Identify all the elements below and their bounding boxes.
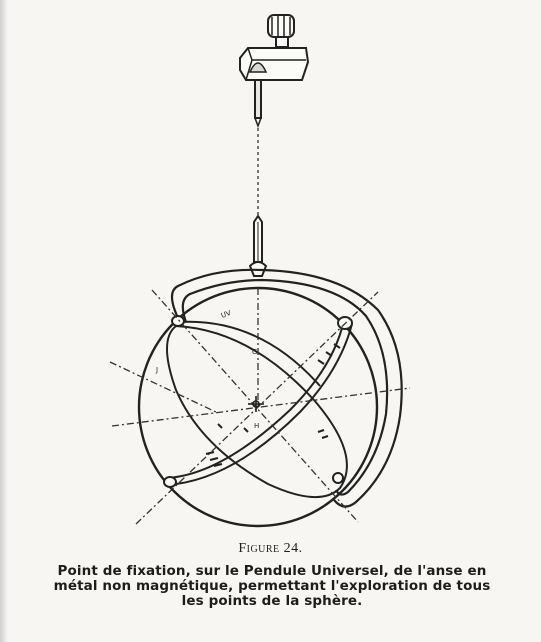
caption-line-2: métal non magnétique, permettant l'exploration de tous — [53, 578, 491, 594]
diagram-label-lower: H — [254, 422, 260, 430]
sphere-axes — [110, 288, 410, 524]
diagram-label-left: J — [156, 366, 159, 374]
diagram-label-center: G — [252, 348, 258, 356]
caption-line-1: Point de fixation, sur le Pendule Universel, de l'anse en — [57, 563, 487, 579]
pendulum-needle — [250, 216, 266, 276]
clamp-screw — [276, 37, 288, 47]
fixation-clamp — [240, 15, 308, 126]
diagram-label-top: UV — [219, 308, 233, 320]
ring-upper-arc — [180, 322, 320, 386]
axis-left-short — [110, 362, 216, 412]
axis-horizontal — [112, 388, 410, 426]
caption-line-3: les points de la sphère. — [181, 593, 363, 609]
pendulum-rod — [255, 80, 261, 118]
figure-title: Figure 24. — [238, 541, 303, 556]
sphere-rings — [167, 320, 352, 497]
figure-caption — [24, 564, 520, 609]
metal-handle — [172, 270, 402, 507]
center-mark — [248, 396, 264, 412]
